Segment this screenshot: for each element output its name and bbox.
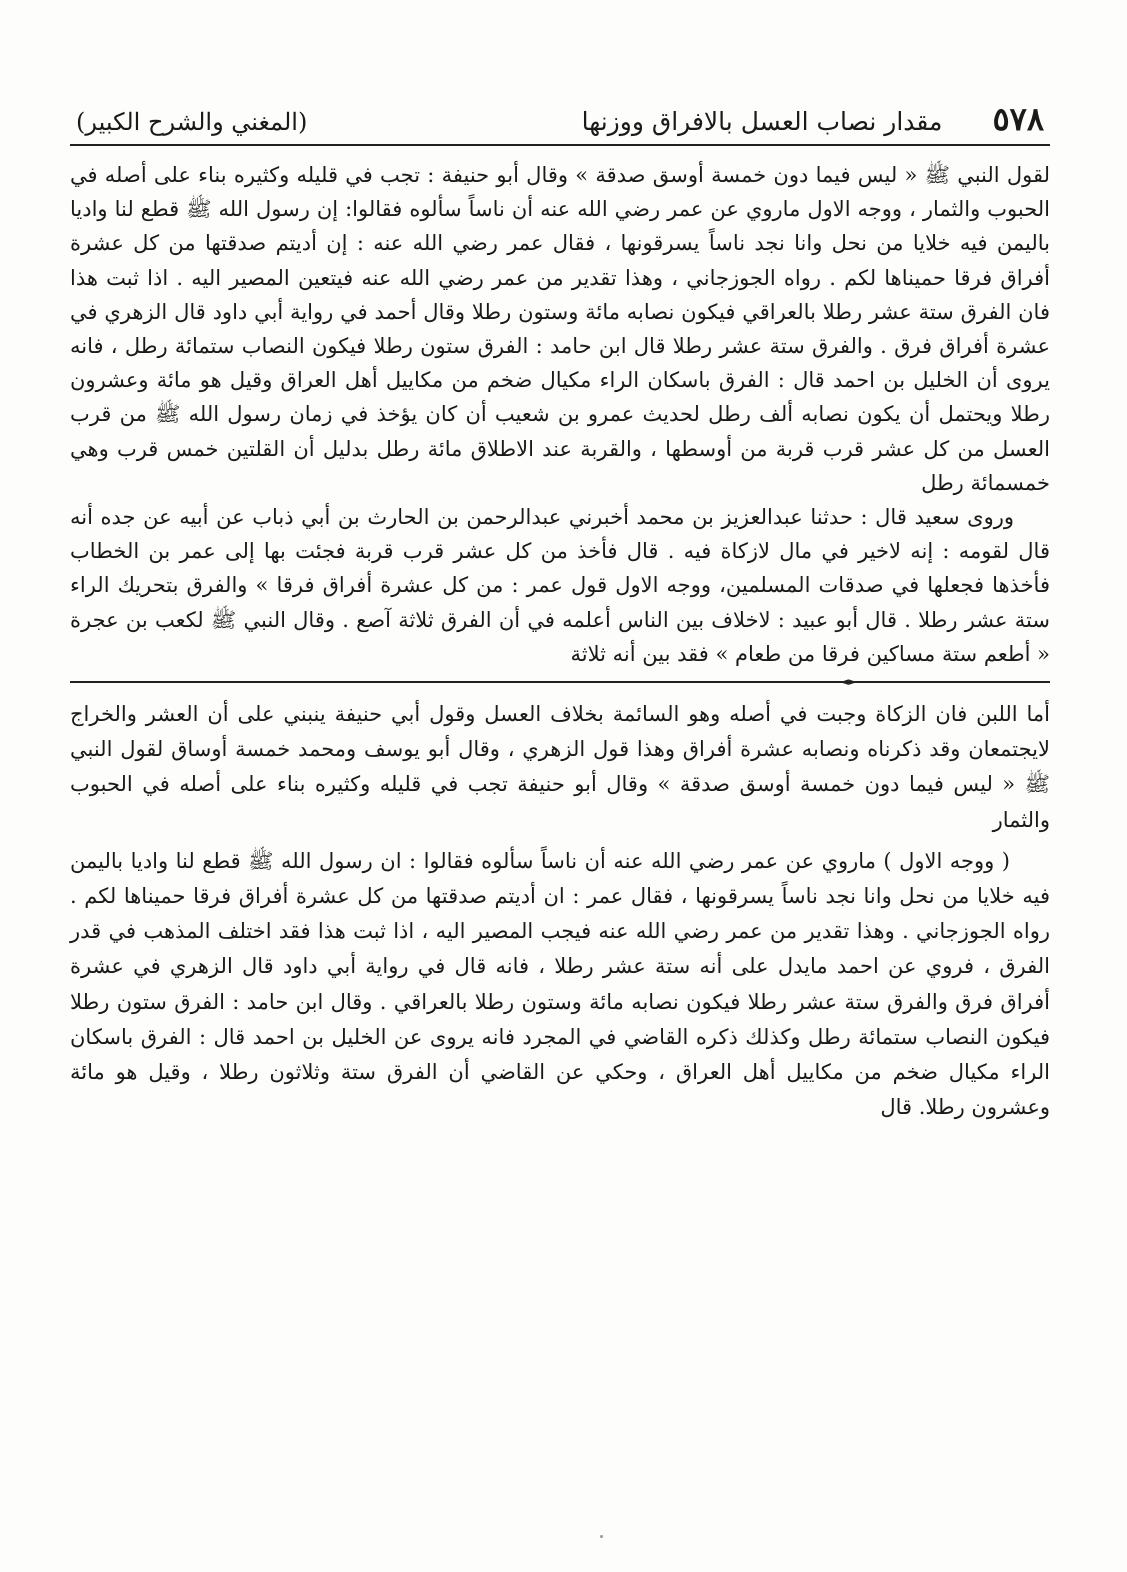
divider-ornament: ◄► <box>840 675 857 689</box>
page <box>70 100 1050 1131</box>
commentary-text <box>70 697 1050 1125</box>
section-divider <box>70 675 1050 689</box>
main-paragraph: وروى سعيد قال : حدثنا عبدالعزيز بن محمد أخبرني عبدالرحمن بن الحارث بن أبي ذباب عن أبيه عن جده أنه قال لقومه : إنه لاخير في مال لازكاة فيه . قال فأخذ من كل عشر قرب قربة فجئت بها إلى عمر بن الخطاب فأخذها فجعلها في صدقات المسلمين، ووجه الاول قول عمر : من كل عشرة أفراق فرقا » والفرق بتحريك الراء ستة عشر رطلا . قال أبو عبيد : لاخلاف بين الناس أعلمه في أن الفرق ثلاثة آصع . وقال النبي ﷺ لكعب بن عجرة « أطعم ستة مساكين فرقا من طعام » فقد بين أنه ثلاثة <box>70 505 1050 666</box>
commentary-paragraph: ( ووجه الاول ) ماروي عن عمر رضي الله عنه أن ناساً سألوه فقالوا : ان رسول الله ﷺ قطع لنا واديا باليمن فيه خلايا من نحل وانا نجد ناساً يسرقونها ، فقال عمر : ان أديتم صدقتها من كل عشرة أفراق فرقا حميناها لكم . رواه الجوزجاني . وهذا تقدير من عمر رضي الله عنه فيجب المصير اليه ، اذا ثبت هذا فقد اختلف المذهب في قدر الفرق ، فروي عن احمد مايدل على أنه ستة عشر رطلا ، فانه قال في رواية أبي داود قال الزهري في عشرة أفراق فرق والفرق ستة عشر رطلا فيكون نصابه مائة وستون رطلا بالعراقي . وقال ابن حامد : الفرق ستون رطلا فيكون النصاب ستمائة رطل وكذلك ذكره القاضي في المجرد فانه يروى عن الخليل بن احمد قال : الفرق باسكان الراء مكيال ضخم من مكاييل أهل العراق ، وحكي عن القاضي أن الفرق ستة وثلاثون رطلا ، وقيل هو مائة وعشرون رطلا. قال <box>70 848 1050 1120</box>
commentary-paragraph: أما اللبن فان الزكاة وجبت في أصله وهو السائمة بخلاف العسل وقول أبي حنيفة ينبني على أن العشر والخراج لايجتمعان وقد ذكرناه ونصابه عشرة أفراق وهذا قول الزهري ، وقال أبو يوسف ومحمد خمسة أوساق لقول النبي ﷺ « ليس فيما دون خمسة أوسق صدقة » وقال أبو حنيفة تجب في قليله وكثيره بناء على أصله في الحبوب والثمار <box>70 702 1050 832</box>
page-title: مقدار نصاب العسل بالافراق ووزنها <box>581 107 943 136</box>
main-text <box>70 158 1050 671</box>
main-paragraph: لقول النبي ﷺ « ليس فيما دون خمسة أوسق صدقة » وقال أبو حنيفة : تجب في قليله وكثيره بناء على أصله في الحبوب والثمار ، ووجه الاول ماروي عن عمر رضي الله عنه أن ناساً سألوه فقالوا: إن رسول الله ﷺ قطع لنا واديا باليمن فيه خلايا من نحل وانا نجد ناساً يسرقونها ، فقال عمر رضي الله عنه : إن أديتم صدقتها من كل عشرة أفراق فرقا حميناها لكم . رواه الجوزجاني ، وهذا تقدير من عمر رضي الله عنه فيتعين المصير اليه . اذا ثبت هذا فان الفرق ستة عشر رطلا بالعراقي فيكون نصابه مائة وستون رطلا وقال أحمد في رواية أبي داود قال الزهري في عشرة أفراق فرق . والفرق ستة عشر رطلا قال ابن حامد : الفرق ستون رطلا فيكون النصاب ستمائة رطل ، فانه يروى أن الخليل بن احمد قال : الفرق باسكان الراء مكيال ضخم من مكاييل أهل العراق وقيل هو مائة وعشرون رطلا ويحتمل أن يكون نصابه ألف رطل لحديث عمرو بن شعيب أن كان يؤخذ في زمان رسول الله ﷺ من قرب العسل من كل عشر قرب قربة من أوسطها ، والقربة عند الاطلاق مائة رطل بدليل أن القلتين خمس قرب وهي خمسمائة رطل <box>70 163 1050 495</box>
page-number: ٥٧٨ <box>992 100 1044 138</box>
book-title: (المغني والشرح الكبير) <box>76 108 308 136</box>
page-speck <box>600 1535 603 1538</box>
running-header <box>70 100 1050 146</box>
